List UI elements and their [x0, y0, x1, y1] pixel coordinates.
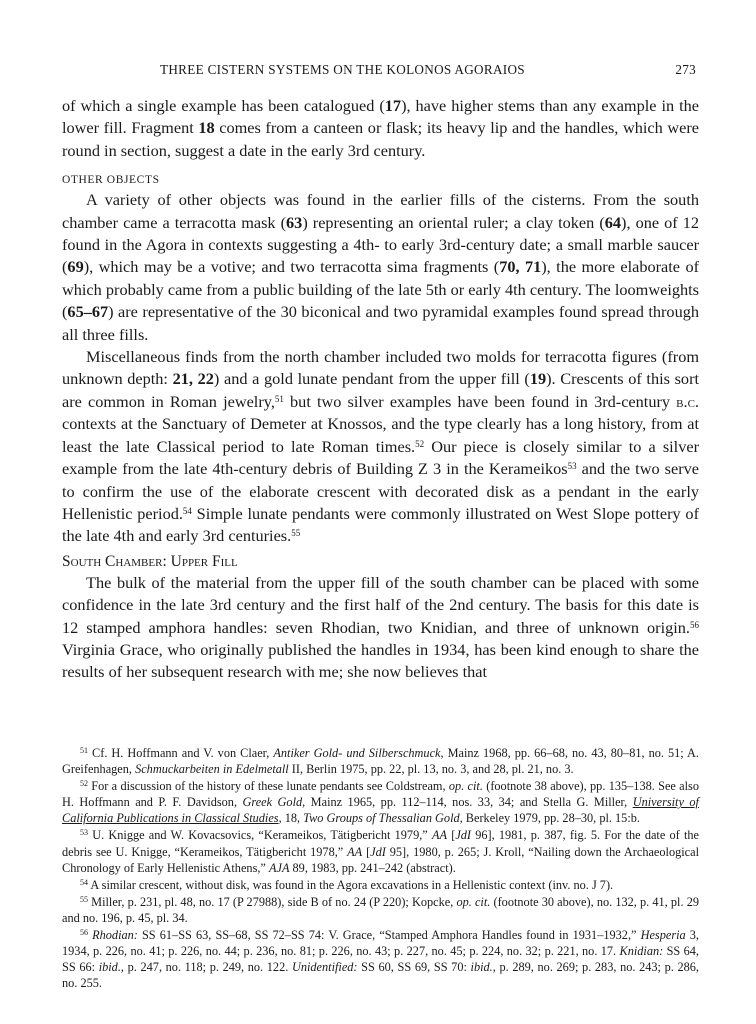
- footnote-55: $^{55}$ Miller, p. 231, pl. 48, no. 17 (P 27988), side B of no. 24 (P 220); Kopcke, op. cit. (footnote 30 above), no. 132, p. 41, pl. 29 and no. 196, p. 45, pl. 34.: [62, 894, 699, 925]
- paragraph-other-objects: A variety of other objects was found in the earlier fills of the cisterns. From the south chamber came a terracotta mask (63) representing an oriental ruler; a clay token (64), one of 12 found in the Agora in contexts suggesting a 4th- to early 3rd-century date; a small marble saucer (69), which may be a votive; and two terracotta sima fragments (70, 71), the more elaborate of which probably came from a public building of the late 5th or early 4th century. The loomweights (65–67) are representative of the 30 biconical and two pyramidal examples found spread through all three fills.: [62, 190, 700, 344]
- footnote-ref-51: 51: [274, 393, 284, 404]
- footnote-54: $^{54}$ A similar crescent, without disk, was found in the Agora excavations in a Hellenistic context (inv. no. J 7).: [80, 877, 614, 892]
- body-text: [62, 95, 699, 684]
- footnote-56: $^{56}$ Rhodian: SS 61–SS 63, SS–68, SS 72–SS 74: V. Grace, “Stamped Amphora Handles found in 1931–1932,” Hesperia 3, 1934, p. 226, no. 41; p. 226, no. 44; p. 236, no. 81; p. 226, no. 43; p. 227, no. 45; p. 224, no. 32; p. 221, no. 17. Knidian: SS 64, SS 66: ibid., p. 247, no. 118; p. 249, no. 122. Unidentified: SS 60, SS 69, SS 70: ibid., p. 289, no. 269; p. 283, no. 243; p. 286, no. 255.: [62, 928, 700, 991]
- footnote-ref-52: 52: [415, 438, 425, 449]
- section-heading-other-objects: OTHER OBJECTS: [62, 174, 160, 187]
- footnote-ref-56: 56: [690, 619, 699, 630]
- footnotes: [62, 745, 699, 992]
- footnote-52: $^{52}$ For a discussion of the history of these lunate pendants see Coldstream, op. cit. (footnote 38 above), pp. 135–138. See also H. Hoffmann and P. F. Davidson, Greek Gold, Mainz 1965, pp. 112–114, nos. 33, 34; and Stella G. Miller, University of California Publications in Classical Studies, 18, Two Groups of Thessalian Gold, Berkeley 1979, pp. 28–30, pl. 15:b.: [62, 779, 699, 826]
- footnote-ref-54: 54: [182, 505, 192, 516]
- footnote-ref-55: 55: [291, 528, 301, 539]
- page-number: 273: [675, 62, 696, 77]
- footnote-ref-53: 53: [567, 461, 577, 472]
- section-heading-south-upper-fill: South Chamber: Upper Fill: [62, 552, 238, 570]
- paragraph-south-upper-fill: The bulk of the material from the upper fill of the south chamber can be placed with some confidence in the late 3rd century and the first half of the 2nd century. The basis for this date is 12 stamped amphora handles: seven Rhodian, two Knidian, and three of unknown origin.$^{56}$ Virginia Grace, who originally published the handles in 1934, has been kind enough to share the results of her subsequent research with me; she now believes that: [62, 572, 699, 682]
- running-title: THREE CISTERN SYSTEMS ON THE KOLONOS AGORAIOS: [160, 62, 525, 77]
- footnote-53: $^{53}$ U. Knigge and W. Kovacsovics, “Kerameikos, Tätigbericht 1979,” AA [JdI 96], 1981, p. 387, fig. 5. For the date of the debris see U. Knigge, “Kerameikos, Tätigbericht 1978,” AA [JdI 95], 1980, p. 265; J. Kroll, “Nailing down the Archaeological Chronology of Early Hellenistic Athens,” AJA 89, 1983, pp. 241–242 (abstract).: [62, 828, 699, 875]
- paragraph-continuation: of which a single example has been catalogued (17), have higher stems than any example in the lower fill. Fragment 18 comes from a canteen or flask; its heavy lip and the handles, which were round in section, suggest a date in the early 3rd century.: [62, 96, 700, 160]
- paragraph-miscellaneous-finds: Miscellaneous finds from the north chamber included two molds for terracotta figures (from unknown depth: 21, 22) and a gold lunate pendant from the upper fill (19). Crescents of this sort are common in Roman jewelry,$^{51}$ but two silver examples have been found in 3rd-century b.c. contexts at the Sanctuary of Demeter at Knossos, and the type clearly has a long history, from at least the late Classical period to late Roman times.$^{52}$ Our piece is closely similar to a silver example from the late 4th-century debris of Building Z 3 in the Kerameikos$^{53}$ and the two serve to confirm the use of the elaborate crescent with decorated disk as a pendant in the early Hellenistic period.$^{54}$ Simple lunate pendants were commonly illustrated on West Slope pottery of the late 4th and early 3rd centuries.$^{55}$: [62, 347, 700, 546]
- footnote-51: $^{51}$ Cf. H. Hoffmann and V. von Claer, Antiker Gold- und Silberschmuck, Mainz 1968, pp. 66–68, no. 43, 80–81, no. 51; A. Greifenhagen, Schmuckarbeiten in Edelmetall II, Berlin 1975, pp. 22, pl. 13, no. 3, and 28, pl. 21, no. 3.: [62, 746, 699, 777]
- running-head: [0, 62, 756, 82]
